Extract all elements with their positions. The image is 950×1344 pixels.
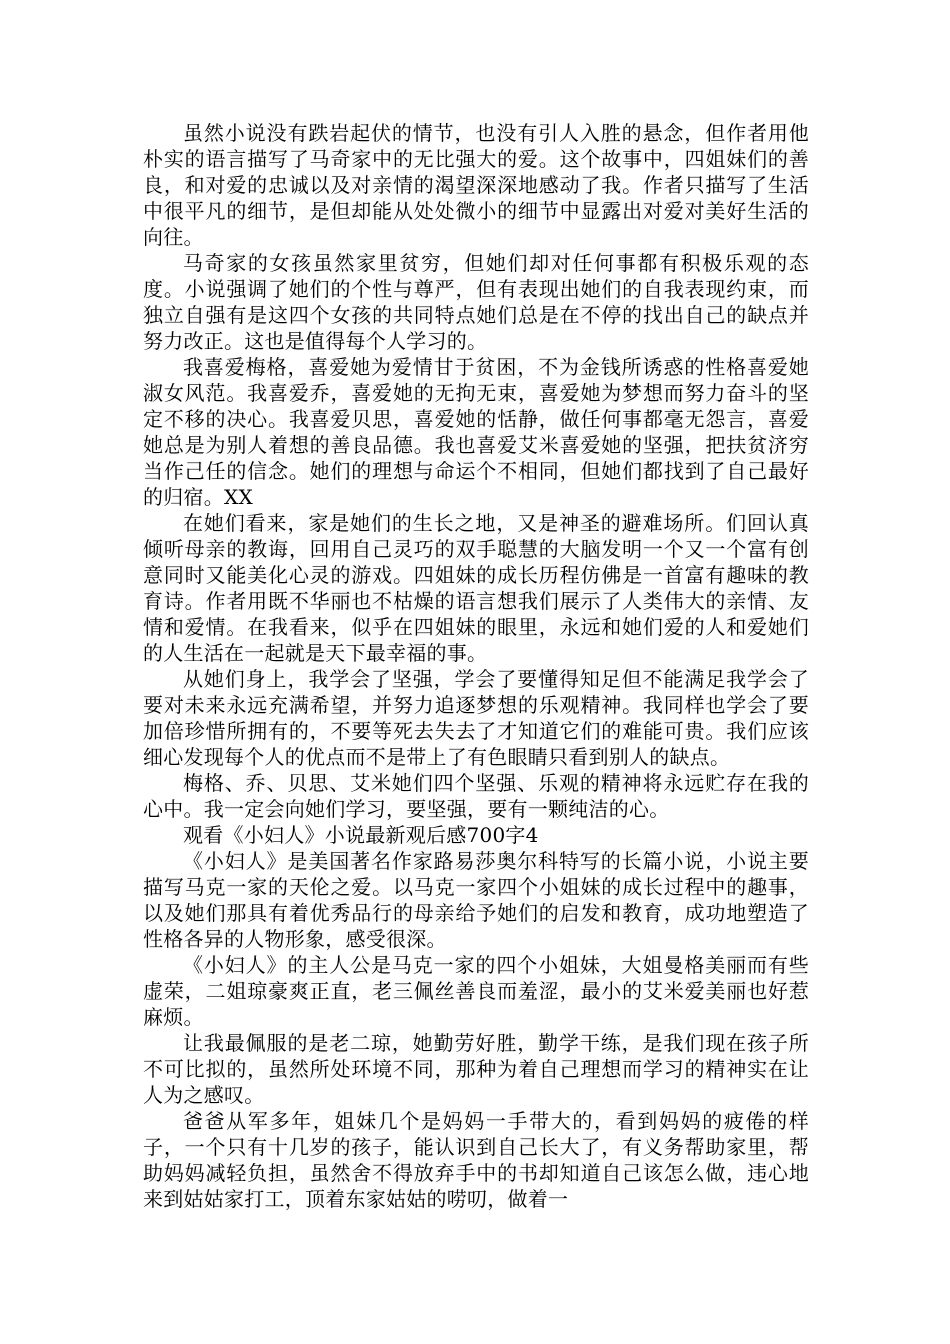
paragraph: 在她们看来，家是她们的生长之地，又是神圣的避难场所。们回认真倾听母亲的教诲，回用自己灵巧的双手聪慧的大脑发明一个又一个富有创意同时又能美化心灵的游戏。四姐妹的成长历程仿佛是一首富有趣味的教育诗。作者用既不华丽也不枯燥的语言想我们展示了人类伟大的亲情、友情和爱情。在我看来，似乎在四姐妹的眼里，永远和她们爱的人和爱她们的人生活在一起就是天下最幸福的事。 [143,511,809,665]
paragraph: 《小妇人》的主人公是马克一家的四个小姐妹，大姐曼格美丽而有些虚荣，二姐琼豪爽正直，老三佩丝善良而羞涩，最小的艾米爱美丽也好惹麻烦。 [143,953,809,1029]
section-heading: 观看《小妇人》小说最新观后感700字4 [183,823,539,847]
paragraph: 从她们身上，我学会了坚强，学会了要懂得知足但不能满足我学会了要对未来永远充满希望，并努力追逐梦想的乐观精神。我同样也学会了要加倍珍惜所拥有的，不要等死去失去了才知道它们的难能可贵。我们应该细心发现每个人的优点而不是带上了有色眼睛只看到别人的缺点。 [143,667,809,769]
paragraph: 爸爸从军多年，姐妹几个是妈妈一手带大的，看到妈妈的疲倦的样子，一个只有十几岁的孩子，能认识到自己长大了，有义务帮助家里，帮助妈妈减轻负担，虽然舍不得放弃手中的书却知道自己该怎么做，违心地来到姑姑家打工，顶着东家姑姑的唠叨，做着一 [143,1109,809,1211]
paragraph: 我喜爱梅格，喜爱她为爱情甘于贫困，不为金钱所诱惑的性格喜爱她淑女风范。我喜爱乔，喜爱她的无拘无束，喜爱她为梦想而努力奋斗的坚定不移的决心。我喜爱贝思，喜爱她的恬静，做任何事都毫无怨言，喜爱她总是为别人着想的善良品德。我也喜爱艾米喜爱她的坚强，把扶贫济穷当作己任的信念。她们的理想与命运个不相同，但她们都找到了自己最好的归宿。XX [143,355,809,509]
paragraph: 让我最佩服的是老二琼，她勤劳好胜，勤学干练，是我们现在孩子所不可比拟的，虽然所处环境不同，那种为着自己理想而学习的精神实在让人为之感叹。 [143,1031,809,1107]
paragraph: 马奇家的女孩虽然家里贫穷，但她们却对任何事都有积极乐观的态度。小说强调了她们的个性与尊严，但有表现出她们的自我表现约束，而独立自强有是这四个女孩的共同特点她们总是在不停的找出自己的缺点并努力改正。这也是值得每个人学习的。 [143,251,809,353]
paragraph: 《小妇人》是美国著名作家路易莎奥尔科特写的长篇小说，小说主要描写马克一家的天伦之爱。以马克一家四个小姐妹的成长过程中的趣事，以及她们那具有着优秀品行的母亲给予她们的启发和教育，成功地塑造了性格各异的人物形象，感受很深。 [143,849,809,951]
paragraph: 梅格、乔、贝思、艾米她们四个坚强、乐观的精神将永远贮存在我的心中。我一定会向她们学习，要坚强，要有一颗纯洁的心。 [143,771,809,821]
document-page [143,120,809,1212]
paragraph: 虽然小说没有跌岩起伏的情节，也没有引人入胜的悬念，但作者用他朴实的语言描写了马奇家中的无比强大的爱。这个故事中，四姐妹们的善良，和对爱的忠诚以及对亲情的渴望深深地感动了我。作者只描写了生活中很平凡的细节，是但却能从处处微小的细节中显露出对爱对美好生活的向往。 [143,121,809,249]
